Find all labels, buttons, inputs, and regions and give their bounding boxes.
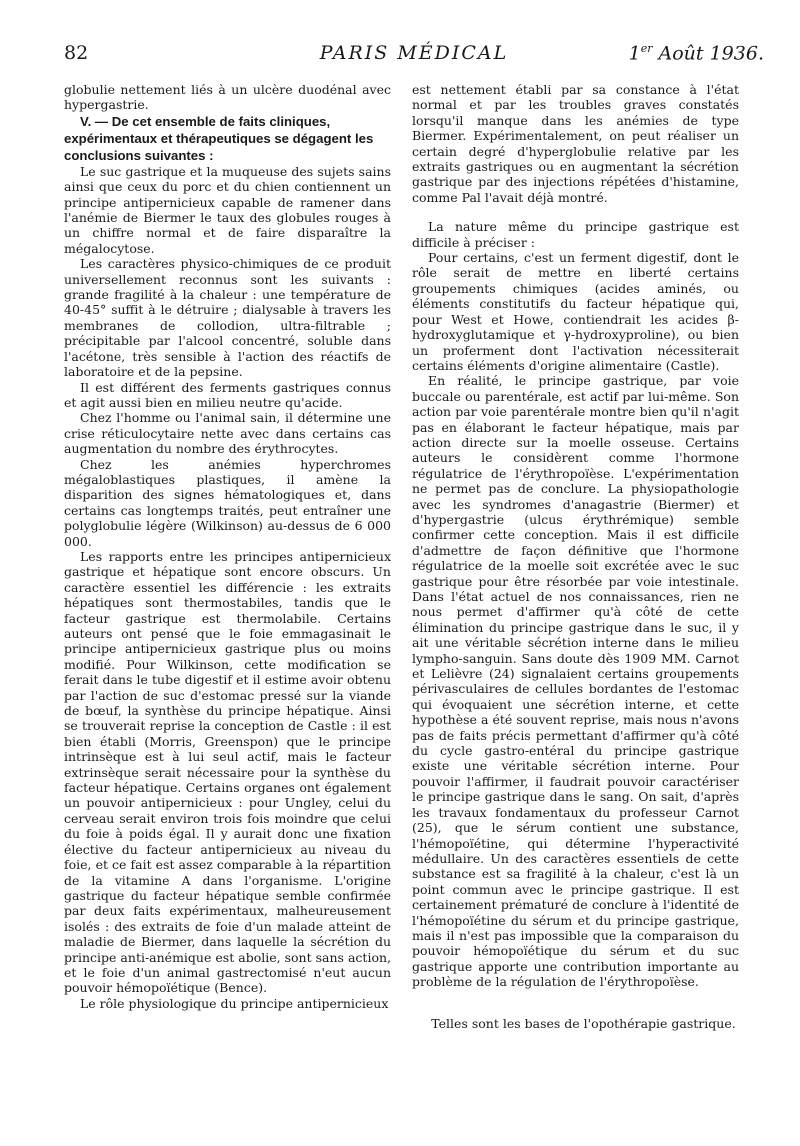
- spacer: [412, 990, 739, 1016]
- paragraph: Les rapports entre les principes antipernicieux gastrique et hépatique sont encore obscurs. Un caractère essentiel les différencie : les extraits hépatiques sont thermostabiles, tandis que le facteur gastrique est thermolabile. Certains auteurs ont pensé que le foie emmagasinait le principe antipernicieux gastrique plus ou moins modifié. Pour Wilkinson, cette modification se ferait dans le tube digestif et il estime avoir obtenu par l'action de suc d'estomac pressé sur la viande de bœuf, la synthèse du principe hépatique. Ainsi se trouverait reprise la conception de Castle : il est bien établi (Morris, Greenspon) que le principe intrinsèque est à lui seul actif, mais le facteur extrinsèque serait nécessaire pour la synthèse du facteur hépatique. Certains organes ont également un pouvoir antipernicieux : pour Ungley, celui du cerveau serait environ trois fois moindre que celui du foie à poids égal. Il y aurait donc une fixation élective du facteur antipernicieux au niveau du foie, et ce fait est assez comparable à la répartition de la vitamine A dans l'organisme. L'origine gastrique du facteur hépatique semble confirmée par deux faits expérimentaux, malheureusement isolés : des extraits de foie d'un malade atteint de maladie de Biermer, dans laquelle la sécrétion du principe anti-anémique est abolie, sont sans action, et le foie d'un animal gastrectomisé n'eut aucun pouvoir hémopoïétique (Bence).: [64, 548, 391, 996]
- closing-line: Telles sont les bases de l'opothérapie gastrique.: [431, 1015, 736, 1031]
- left-column: [64, 82, 391, 1011]
- issue-date-sup: er: [640, 42, 653, 55]
- page-header: [64, 42, 764, 74]
- paragraph: En réalité, le principe gastrique, par voie buccale ou parentérale, est actif par lui-même. Son action par voie parentérale montre bien qu'il n'agit pas en élaborant le facteur hépatique, mais par action directe sur la moelle osseuse. Certains auteurs le considèrent comme l'hormone régulatrice de l'érythropoïèse. L'expérimentation ne permet pas de conclure. La physiopathologie avec les syndromes d'anagastrie (Biermer) et d'hypergastrie (ulcus érythrémique) semble confirmer cette conception. Mais il est difficile d'admettre de façon définitive que l'hormone régulatrice de la moelle soit excrétée avec le suc gastrique pour être résorbée par voie intestinale. Dans l'état actuel de nos connaissances, rien ne nous permet d'affirmer qu'à côté de cette élimination du principe gastrique dans le suc, il y ait une véritable sécrétion interne dans le milieu lympho-sanguin. Sans doute dès 1909 MM. Carnot et Lelièvre (24) signalaient certains groupements périvasculaires de cellules bordantes de l'estomac qui évoquaient une sécrétion interne, et cette hypothèse a été souvent reprise, mais nous n'avons pas de faits précis permettant d'affirmer qu'à côté du cycle gastro-entéral du principe gastrique existe une véritable sécrétion interne. Pour pouvoir l'affirmer, il faudrait pouvoir caractériser le principe gastrique dans le sang. On sait, d'après les travaux fondamentaux du professeur Carnot (25), que le sérum contient une substance, l'hémopoïétine, qui détermine l'hyperactivité médullaire. Un des caractères essentiels de cette substance est sa fragilité à la chaleur, c'est là un point commun avec le principe gastrique. Il est certainement prématuré de conclure à l'identité de l'hémopoïétine du sérum et du principe gastrique, mais il n'est pas impossible que la comparaison du pouvoir hémopoïétique du sérum et du suc gastrique apporte une contribution importante au problème de la régulation de l'érythropoïèse.: [412, 373, 739, 990]
- paragraph: Chez l'homme ou l'animal sain, il détermine une crise réticulocytaire nette avec dans certains cas augmentation du nombre des érythrocytes.: [64, 410, 391, 457]
- journal-title: PARIS MÉDICAL: [319, 42, 509, 64]
- issue-date-day: 1: [628, 42, 641, 65]
- issue-date: [629, 42, 764, 64]
- section-heading: V. — De cet ensemble de faits cliniques, expérimentaux et thérapeutiques se dégagent les conclusions suivantes :: [64, 113, 374, 163]
- paragraph: Il est différent des ferments gastriques connus et agit aussi bien en milieu neutre qu'acide.: [64, 379, 391, 410]
- paragraph: Pour certains, c'est un ferment digestif, dont le rôle serait de mettre en liberté certains groupements chimiques (acides aminés, ou éléments constitutifs du facteur hépatique qui, pour West et Howe, contiendrait les acides β-hydroxyglutamique et γ-hydroxyproline), ou bien un proferment dont l'activation nécessiterait certains éléments d'origine alimentaire (Castle).: [412, 250, 739, 373]
- paragraph: La nature même du principe gastrique est difficile à préciser :: [412, 219, 739, 250]
- right-column: [412, 82, 739, 1031]
- paragraph: Les caractères physico-chimiques de ce produit universellement reconnus sont les suivants : grande fragilité à la chaleur : une température de 40-45° suffit à le détruire ; dialysable à travers les membranes de collodion, ultra-filtrable ; précipitable par l'alcool concentré, soluble dans l'acétone, très sensible à l'action des réactifs de laboratoire et de la pepsine.: [64, 256, 391, 380]
- paragraph: Chez les anémies hyperchromes mégaloblastiques plastiques, il amène la disparition des signes hématologiques et, dans certains cas longtemps traités, peut entraîner une polyglobulie légère (Wilkinson) au-dessus de 6 000 000.: [64, 456, 391, 549]
- paragraph: est nettement établi par sa constance à l'état normal et par les troubles graves constatés lorsqu'il manque dans les anémies de type Biermer. Expérimentalement, on peut réaliser un certain degré d'hyperglobulie relative par les extraits gastriques ou en augmentant la sécrétion gastrique par des injections répétées d'histamine, comme Pal l'avait déjà montré.: [412, 82, 739, 205]
- paragraph: Le suc gastrique et la muqueuse des sujets sains ainsi que ceux du porc et du chien contiennent un principe antipernicieux capable de ramener dans l'anémie de Biermer le taux des globules rouges à un chiffre normal et de faire disparaître la mégalocytose.: [64, 163, 391, 256]
- issue-date-rest: Août 1936.: [652, 42, 764, 65]
- page-number: 82: [64, 42, 89, 64]
- paragraph: globulie nettement liés à un ulcère duodénal avec hypergastrie.: [64, 82, 391, 113]
- paragraph: Le rôle physiologique du principe antipernicieux: [80, 995, 389, 1011]
- spacer: [412, 205, 739, 219]
